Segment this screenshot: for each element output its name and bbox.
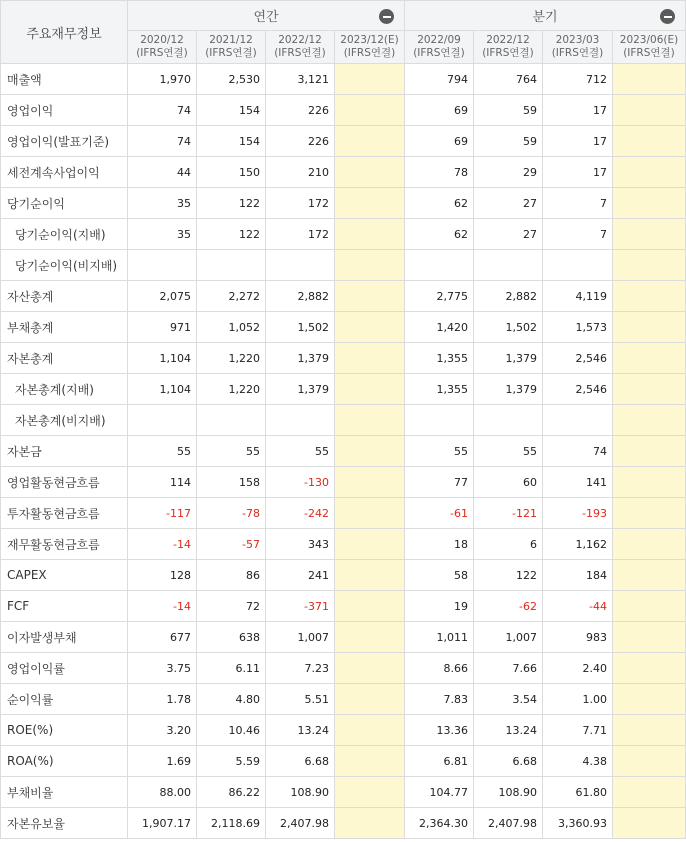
value-cell: 7.66 bbox=[474, 653, 543, 684]
value-cell: 114 bbox=[128, 467, 197, 498]
value-cell: 971 bbox=[128, 312, 197, 343]
value-cell: 1.00 bbox=[543, 684, 613, 715]
minus-circle-icon[interactable] bbox=[660, 9, 675, 24]
table-row bbox=[1, 684, 686, 715]
estimate-cell bbox=[613, 219, 686, 250]
value-cell: 86 bbox=[197, 560, 266, 591]
value-cell: 3,121 bbox=[266, 64, 335, 95]
value-cell: 1,007 bbox=[474, 622, 543, 653]
value-cell: 1,379 bbox=[474, 374, 543, 405]
value-cell: 55 bbox=[128, 436, 197, 467]
estimate-cell bbox=[613, 498, 686, 529]
value-cell: 1,379 bbox=[474, 343, 543, 374]
value-cell: 7.71 bbox=[543, 715, 613, 746]
estimate-cell bbox=[335, 436, 405, 467]
value-cell: 210 bbox=[266, 157, 335, 188]
estimate-cell bbox=[335, 64, 405, 95]
estimate-cell bbox=[335, 126, 405, 157]
value-cell bbox=[266, 250, 335, 281]
estimate-cell bbox=[613, 312, 686, 343]
value-cell: 58 bbox=[405, 560, 474, 591]
estimate-cell bbox=[335, 95, 405, 126]
row-label: 재무활동현금흐름 bbox=[1, 529, 128, 560]
value-cell: -193 bbox=[543, 498, 613, 529]
estimate-cell bbox=[613, 250, 686, 281]
estimate-cell bbox=[335, 250, 405, 281]
value-cell: 2,882 bbox=[474, 281, 543, 312]
value-cell: 2,530 bbox=[197, 64, 266, 95]
period-basis: (IFRS연결) bbox=[482, 47, 534, 59]
period-basis: (IFRS연결) bbox=[274, 47, 326, 59]
value-cell: 4,119 bbox=[543, 281, 613, 312]
value-cell bbox=[197, 250, 266, 281]
period-header bbox=[405, 31, 474, 64]
period-basis: (IFRS연결) bbox=[136, 47, 188, 59]
table-row bbox=[1, 622, 686, 653]
value-cell: 62 bbox=[405, 188, 474, 219]
value-cell: 18 bbox=[405, 529, 474, 560]
estimate-cell bbox=[335, 157, 405, 188]
table-row bbox=[1, 157, 686, 188]
value-cell bbox=[543, 405, 613, 436]
value-cell: 8.66 bbox=[405, 653, 474, 684]
estimate-cell bbox=[613, 591, 686, 622]
period-header bbox=[128, 31, 197, 64]
row-label: 자본유보율 bbox=[1, 808, 128, 839]
estimate-cell bbox=[613, 808, 686, 839]
row-label: FCF bbox=[1, 591, 128, 622]
table-row bbox=[1, 405, 686, 436]
estimate-cell bbox=[613, 529, 686, 560]
row-label: 부채비율 bbox=[1, 777, 128, 808]
value-cell: -130 bbox=[266, 467, 335, 498]
row-label: 이자발생부채 bbox=[1, 622, 128, 653]
period-header bbox=[197, 31, 266, 64]
value-cell: 61.80 bbox=[543, 777, 613, 808]
estimate-cell bbox=[335, 808, 405, 839]
value-cell: 77 bbox=[405, 467, 474, 498]
value-cell: 1,502 bbox=[474, 312, 543, 343]
table-row bbox=[1, 95, 686, 126]
estimate-cell bbox=[613, 64, 686, 95]
estimate-cell bbox=[335, 591, 405, 622]
estimate-cell bbox=[613, 281, 686, 312]
estimate-cell bbox=[335, 312, 405, 343]
row-label: 당기순이익 bbox=[1, 188, 128, 219]
estimate-cell bbox=[335, 529, 405, 560]
value-cell: 128 bbox=[128, 560, 197, 591]
estimate-cell bbox=[613, 684, 686, 715]
value-cell: 2,546 bbox=[543, 374, 613, 405]
value-cell: 44 bbox=[128, 157, 197, 188]
table-row bbox=[1, 281, 686, 312]
period-date: 2023/06(E) bbox=[619, 34, 679, 46]
value-cell: 74 bbox=[128, 95, 197, 126]
value-cell: 10.46 bbox=[197, 715, 266, 746]
period-header bbox=[613, 31, 686, 64]
row-label: 자산총계 bbox=[1, 281, 128, 312]
value-cell: -61 bbox=[405, 498, 474, 529]
row-label: ROA(%) bbox=[1, 746, 128, 777]
row-label: 자본금 bbox=[1, 436, 128, 467]
value-cell: 78 bbox=[405, 157, 474, 188]
value-cell: 241 bbox=[266, 560, 335, 591]
row-label: 영업이익률 bbox=[1, 653, 128, 684]
value-cell: 1.78 bbox=[128, 684, 197, 715]
value-cell: 59 bbox=[474, 126, 543, 157]
estimate-cell bbox=[335, 746, 405, 777]
value-cell: 6.68 bbox=[474, 746, 543, 777]
minus-circle-icon[interactable] bbox=[379, 9, 394, 24]
table-row bbox=[1, 591, 686, 622]
table-row bbox=[1, 777, 686, 808]
value-cell: 154 bbox=[197, 95, 266, 126]
table-row bbox=[1, 653, 686, 684]
value-cell bbox=[405, 250, 474, 281]
value-cell: 3.75 bbox=[128, 653, 197, 684]
estimate-cell bbox=[335, 405, 405, 436]
value-cell: 1,907.17 bbox=[128, 808, 197, 839]
estimate-cell bbox=[613, 653, 686, 684]
value-cell: 69 bbox=[405, 95, 474, 126]
value-cell: 3,360.93 bbox=[543, 808, 613, 839]
value-cell: 1,011 bbox=[405, 622, 474, 653]
value-cell: 104.77 bbox=[405, 777, 474, 808]
value-cell: 172 bbox=[266, 188, 335, 219]
estimate-cell bbox=[613, 467, 686, 498]
value-cell: 158 bbox=[197, 467, 266, 498]
value-cell: 1,104 bbox=[128, 343, 197, 374]
value-cell: 983 bbox=[543, 622, 613, 653]
value-cell bbox=[266, 405, 335, 436]
estimate-cell bbox=[613, 343, 686, 374]
table-row bbox=[1, 746, 686, 777]
value-cell: 6.81 bbox=[405, 746, 474, 777]
value-cell: -57 bbox=[197, 529, 266, 560]
value-cell: 1,355 bbox=[405, 374, 474, 405]
period-header bbox=[266, 31, 335, 64]
value-cell: 62 bbox=[405, 219, 474, 250]
estimate-cell bbox=[613, 405, 686, 436]
row-label: 영업활동현금흐름 bbox=[1, 467, 128, 498]
value-cell: 108.90 bbox=[474, 777, 543, 808]
value-cell: 13.24 bbox=[474, 715, 543, 746]
row-label: 영업이익 bbox=[1, 95, 128, 126]
value-cell: 1,420 bbox=[405, 312, 474, 343]
value-cell: 6.11 bbox=[197, 653, 266, 684]
period-basis: (IFRS연결) bbox=[623, 47, 675, 59]
value-cell: 1,379 bbox=[266, 343, 335, 374]
estimate-cell bbox=[335, 653, 405, 684]
value-cell: 88.00 bbox=[128, 777, 197, 808]
value-cell: 7.23 bbox=[266, 653, 335, 684]
value-cell: 226 bbox=[266, 95, 335, 126]
value-cell bbox=[474, 405, 543, 436]
period-basis: (IFRS연결) bbox=[205, 47, 257, 59]
value-cell: 2,272 bbox=[197, 281, 266, 312]
value-cell: 794 bbox=[405, 64, 474, 95]
value-cell: 5.59 bbox=[197, 746, 266, 777]
estimate-cell bbox=[335, 188, 405, 219]
value-cell: 7.83 bbox=[405, 684, 474, 715]
table-row bbox=[1, 808, 686, 839]
value-cell bbox=[128, 405, 197, 436]
row-label: CAPEX bbox=[1, 560, 128, 591]
table-row bbox=[1, 64, 686, 95]
value-cell: 1,220 bbox=[197, 343, 266, 374]
value-cell: 1,007 bbox=[266, 622, 335, 653]
value-cell: 2,882 bbox=[266, 281, 335, 312]
value-cell: 59 bbox=[474, 95, 543, 126]
value-cell: 27 bbox=[474, 219, 543, 250]
estimate-cell bbox=[335, 715, 405, 746]
value-cell: 55 bbox=[405, 436, 474, 467]
period-basis: (IFRS연결) bbox=[343, 47, 396, 59]
period-date: 2022/09 bbox=[417, 34, 461, 46]
value-cell: 17 bbox=[543, 126, 613, 157]
value-cell: 35 bbox=[128, 219, 197, 250]
value-cell bbox=[543, 250, 613, 281]
estimate-cell bbox=[335, 219, 405, 250]
value-cell: 86.22 bbox=[197, 777, 266, 808]
estimate-cell bbox=[335, 622, 405, 653]
row-label: 자본총계(비지배) bbox=[1, 405, 128, 436]
estimate-cell bbox=[613, 436, 686, 467]
value-cell: 4.38 bbox=[543, 746, 613, 777]
value-cell: 72 bbox=[197, 591, 266, 622]
value-cell: 122 bbox=[474, 560, 543, 591]
row-label: ROE(%) bbox=[1, 715, 128, 746]
estimate-cell bbox=[335, 374, 405, 405]
value-cell: 141 bbox=[543, 467, 613, 498]
value-cell: 2,364.30 bbox=[405, 808, 474, 839]
value-cell: 343 bbox=[266, 529, 335, 560]
value-cell: 764 bbox=[474, 64, 543, 95]
value-cell: 1,162 bbox=[543, 529, 613, 560]
value-cell: 2,075 bbox=[128, 281, 197, 312]
estimate-cell bbox=[335, 560, 405, 591]
row-label: 부채총계 bbox=[1, 312, 128, 343]
value-cell: 2,775 bbox=[405, 281, 474, 312]
period-header bbox=[335, 31, 405, 64]
estimate-cell bbox=[613, 777, 686, 808]
value-cell: 6 bbox=[474, 529, 543, 560]
period-date: 2020/12 bbox=[140, 34, 184, 46]
period-header bbox=[474, 31, 543, 64]
estimate-cell bbox=[335, 777, 405, 808]
value-cell: 55 bbox=[197, 436, 266, 467]
estimate-cell bbox=[335, 467, 405, 498]
annual-label: 연간 bbox=[253, 10, 279, 25]
value-cell: 1,355 bbox=[405, 343, 474, 374]
value-cell: 2.40 bbox=[543, 653, 613, 684]
estimate-cell bbox=[613, 188, 686, 219]
value-cell: 7 bbox=[543, 188, 613, 219]
table-row bbox=[1, 188, 686, 219]
estimate-cell bbox=[613, 126, 686, 157]
table-row bbox=[1, 436, 686, 467]
estimate-cell bbox=[613, 715, 686, 746]
value-cell bbox=[128, 250, 197, 281]
value-cell: 27 bbox=[474, 188, 543, 219]
table-row bbox=[1, 250, 686, 281]
value-cell: 2,407.98 bbox=[474, 808, 543, 839]
estimate-cell bbox=[335, 343, 405, 374]
value-cell: 150 bbox=[197, 157, 266, 188]
value-cell: -121 bbox=[474, 498, 543, 529]
value-cell: 108.90 bbox=[266, 777, 335, 808]
value-cell: 1.69 bbox=[128, 746, 197, 777]
value-cell: 712 bbox=[543, 64, 613, 95]
period-basis: (IFRS연결) bbox=[551, 47, 604, 59]
corner-header: 주요재무정보 bbox=[1, 1, 128, 64]
table-row bbox=[1, 126, 686, 157]
value-cell bbox=[474, 250, 543, 281]
row-label: 세전계속사업이익 bbox=[1, 157, 128, 188]
value-cell: 55 bbox=[266, 436, 335, 467]
value-cell: 74 bbox=[543, 436, 613, 467]
value-cell: 1,220 bbox=[197, 374, 266, 405]
estimate-cell bbox=[335, 684, 405, 715]
row-label: 당기순이익(비지배) bbox=[1, 250, 128, 281]
value-cell: -14 bbox=[128, 591, 197, 622]
period-basis: (IFRS연결) bbox=[413, 47, 465, 59]
estimate-cell bbox=[613, 157, 686, 188]
estimate-cell bbox=[613, 622, 686, 653]
quarter-group-header bbox=[405, 1, 686, 31]
value-cell: 1,052 bbox=[197, 312, 266, 343]
row-label: 당기순이익(지배) bbox=[1, 219, 128, 250]
value-cell: -44 bbox=[543, 591, 613, 622]
estimate-cell bbox=[335, 281, 405, 312]
period-date: 2023/03 bbox=[555, 34, 600, 46]
value-cell: 60 bbox=[474, 467, 543, 498]
table-row bbox=[1, 374, 686, 405]
value-cell: 2,546 bbox=[543, 343, 613, 374]
row-label: 매출액 bbox=[1, 64, 128, 95]
annual-group-header bbox=[128, 1, 405, 31]
value-cell: 122 bbox=[197, 219, 266, 250]
table-row bbox=[1, 219, 686, 250]
estimate-cell bbox=[613, 746, 686, 777]
value-cell: 1,573 bbox=[543, 312, 613, 343]
value-cell: 2,118.69 bbox=[197, 808, 266, 839]
estimate-cell bbox=[613, 95, 686, 126]
estimate-cell bbox=[335, 498, 405, 529]
estimate-cell bbox=[613, 560, 686, 591]
value-cell: 69 bbox=[405, 126, 474, 157]
value-cell: 122 bbox=[197, 188, 266, 219]
value-cell: -62 bbox=[474, 591, 543, 622]
quarter-label: 분기 bbox=[532, 10, 558, 25]
row-label: 자본총계(지배) bbox=[1, 374, 128, 405]
table-row bbox=[1, 560, 686, 591]
value-cell bbox=[197, 405, 266, 436]
table-row bbox=[1, 498, 686, 529]
value-cell: 226 bbox=[266, 126, 335, 157]
value-cell: 13.36 bbox=[405, 715, 474, 746]
value-cell: 13.24 bbox=[266, 715, 335, 746]
value-cell: 4.80 bbox=[197, 684, 266, 715]
table-row bbox=[1, 312, 686, 343]
value-cell: 1,104 bbox=[128, 374, 197, 405]
table-row bbox=[1, 529, 686, 560]
value-cell: 29 bbox=[474, 157, 543, 188]
value-cell: 184 bbox=[543, 560, 613, 591]
table-row bbox=[1, 467, 686, 498]
value-cell: 2,407.98 bbox=[266, 808, 335, 839]
period-date: 2022/12 bbox=[486, 34, 530, 46]
value-cell: 154 bbox=[197, 126, 266, 157]
value-cell: 6.68 bbox=[266, 746, 335, 777]
value-cell bbox=[405, 405, 474, 436]
row-label: 영업이익(발표기준) bbox=[1, 126, 128, 157]
period-date: 2021/12 bbox=[209, 34, 253, 46]
value-cell: 677 bbox=[128, 622, 197, 653]
value-cell: 1,502 bbox=[266, 312, 335, 343]
value-cell: 3.54 bbox=[474, 684, 543, 715]
value-cell: 74 bbox=[128, 126, 197, 157]
value-cell: -78 bbox=[197, 498, 266, 529]
value-cell: -117 bbox=[128, 498, 197, 529]
value-cell: -371 bbox=[266, 591, 335, 622]
value-cell: 17 bbox=[543, 157, 613, 188]
value-cell: 17 bbox=[543, 95, 613, 126]
value-cell: 35 bbox=[128, 188, 197, 219]
period-header bbox=[543, 31, 613, 64]
row-label: 투자활동현금흐름 bbox=[1, 498, 128, 529]
period-date: 2023/12(E) bbox=[340, 34, 399, 46]
value-cell: 3.20 bbox=[128, 715, 197, 746]
period-date: 2022/12 bbox=[278, 34, 322, 46]
value-cell: 19 bbox=[405, 591, 474, 622]
row-label: 자본총계 bbox=[1, 343, 128, 374]
table-row bbox=[1, 715, 686, 746]
value-cell: -242 bbox=[266, 498, 335, 529]
value-cell: 1,970 bbox=[128, 64, 197, 95]
value-cell: 172 bbox=[266, 219, 335, 250]
value-cell: 638 bbox=[197, 622, 266, 653]
value-cell: 55 bbox=[474, 436, 543, 467]
table-row bbox=[1, 343, 686, 374]
value-cell: 7 bbox=[543, 219, 613, 250]
value-cell: 5.51 bbox=[266, 684, 335, 715]
value-cell: 1,379 bbox=[266, 374, 335, 405]
row-label: 순이익률 bbox=[1, 684, 128, 715]
estimate-cell bbox=[613, 374, 686, 405]
value-cell: -14 bbox=[128, 529, 197, 560]
